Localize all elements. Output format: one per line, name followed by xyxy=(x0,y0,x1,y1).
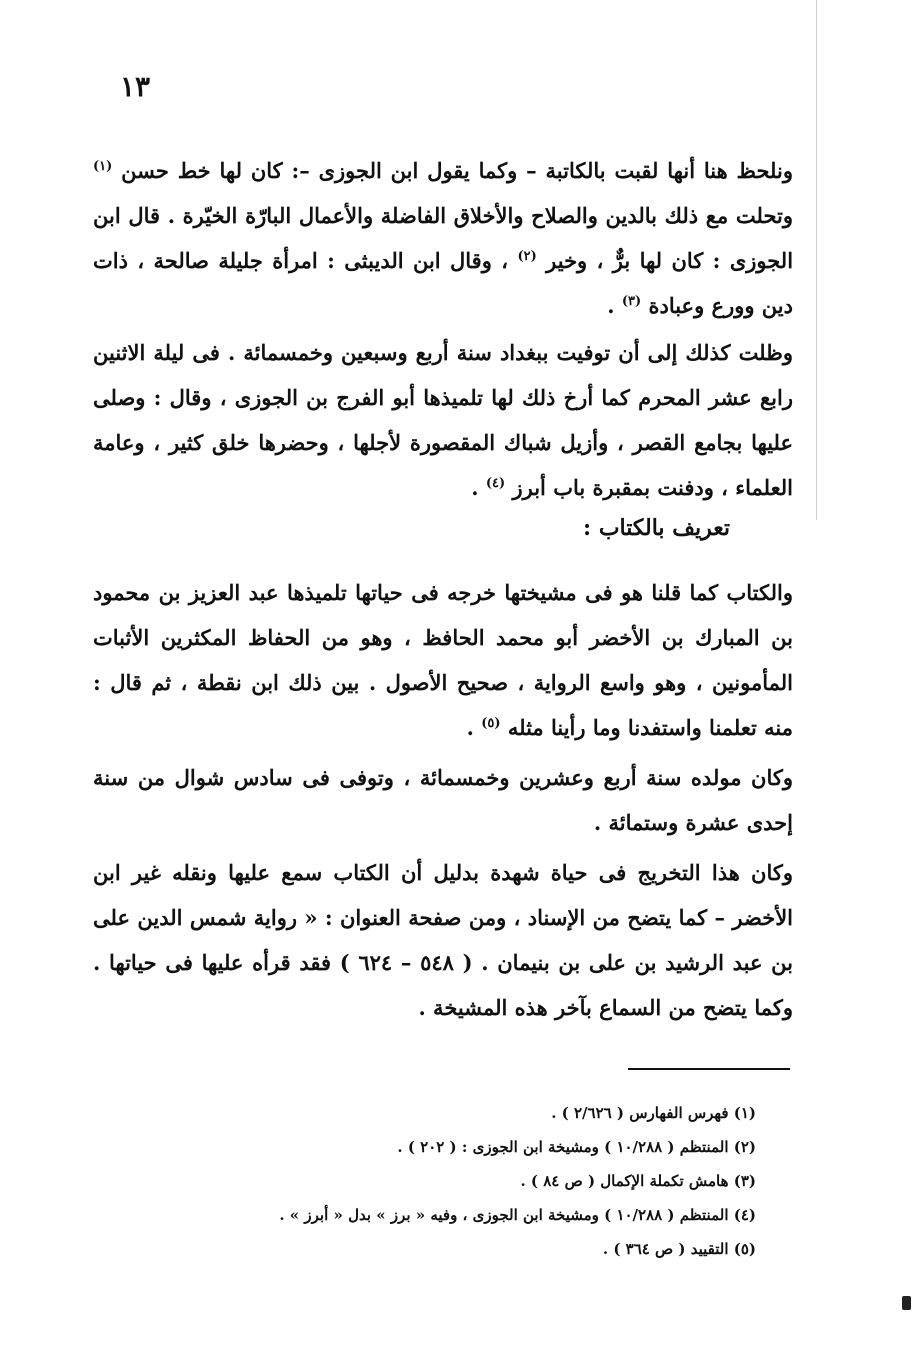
footnote-3: (٣) هامش تكملة الإكمال ( ص ٨٤ ) . xyxy=(520,1172,756,1190)
scan-shadow-line xyxy=(816,0,817,520)
footnotes xyxy=(160,1096,756,1266)
text-line: . xyxy=(471,475,479,500)
text-line: خلق كثير ، وعامة العلماء ، ودفنت بمقبرة باب أبرز xyxy=(93,430,793,500)
scan-mark xyxy=(902,1296,911,1310)
text-line: ، وقال ابن الديبثى : امرأة xyxy=(272,248,509,273)
text-line: جليلة صالحة ، ذات دين وورع وعبادة xyxy=(93,248,793,318)
text-line: . xyxy=(607,293,615,318)
text-line: وتحلت مع ذلك بالدين والصلاح والأخلاق الفاضلة والأعمال البارّة xyxy=(245,203,793,228)
footnote-ref-2: (٢) xyxy=(517,249,537,264)
text-line: والكتاب كما قلنا هو فى مشيختها خرجه فى حياتها تلميذها عبد العزيز بن xyxy=(158,580,793,605)
footnote-1: (١) فهرس الفهارس ( ٢/٦٢٦ ) . xyxy=(551,1104,756,1122)
footnote-ref-3: (٣) xyxy=(621,294,642,309)
text-line: المأمونين ، وهو واسع الرواية ، صحيح الأصول . بين ذلك ابن نقطة ، ثم قال : xyxy=(93,670,793,695)
text-line: عليها فى حياتها . وكما يتضح من السماع بآخر هذه المشيخة . xyxy=(93,950,793,1020)
footnote-2: (٢) المنتظم ( ١٠/٢٨٨ ) ومشيخة ابن الجوزى : ( ٢٠٢ ) . xyxy=(397,1138,756,1156)
paragraph-2 xyxy=(93,330,793,510)
text-line: ابن الأخضر – كما يتضح من الإسناد ، ومن صفحة العنوان : « رواية شمس xyxy=(93,860,794,930)
text-line: ليلة الاثنين رابع عشر المحرم كما أرخ ذلك لها تلميذها أبو الفرج بن الجوزى ، xyxy=(93,340,793,410)
text-line: وقال : وصلى عليها بجامع القصر ، وأزيل شباك المقصورة لأجلها ، وحضرها xyxy=(93,385,794,455)
text-line: محمود بن المبارك بن الأخضر أبو محمد الحافظ ، وهو من الحفاظ المكثرين الأثبات xyxy=(93,580,793,650)
text-line: الدين على بن عبد الرشيد بن على بن بنيمان . ( ٥٤٨ – ٦٢٤ ) فقد قرأه xyxy=(93,905,794,975)
text-line: وكان هذا التخريج فى حياة شهدة بدليل أن الكتاب سمع عليها ونقله غير xyxy=(131,860,794,885)
text-line: الخيّرة . قال ابن الجوزى : كان لها برٌّ ، وخير xyxy=(93,203,794,273)
text-line: سنة إحدى عشرة وستمائة . xyxy=(93,765,793,835)
footnote-ref-4: (٤) xyxy=(485,476,506,491)
footnote-5: (٥) التقييد ( ص ٣٦٤ ) . xyxy=(602,1240,756,1258)
paragraph-3 xyxy=(93,570,793,750)
footnote-4: (٤) المنتظم ( ١٠/٢٨٨ ) ومشيخة ابن الجوزى ، وفيه « برز » بدل « أبرز » . xyxy=(279,1206,756,1224)
page-number: ١٣ xyxy=(120,70,151,103)
paragraph-1 xyxy=(93,148,793,328)
text-line: وظلت كذلك إلى أن توفيت ببغداد سنة أربع وسبعين وخمسمائة . فى xyxy=(192,340,793,365)
text-line: . xyxy=(466,715,474,740)
footnote-ref-1: (١) xyxy=(93,159,113,174)
text-line: وكان مولده سنة أربع وعشرين وخمسمائة ، وتوفى فى سادس شوال من xyxy=(137,765,794,790)
section-heading: تعريف بالكتاب : xyxy=(583,515,730,541)
text-line: ونلحظ هنا أنها لقبت بالكاتبة – وكما يقول ابن الجوزى –: كان لها خط xyxy=(177,158,793,183)
footnote-divider xyxy=(628,1068,790,1070)
text-line: حسن xyxy=(121,158,169,183)
text-line: منه تعلمنا واستفدنا وما رأينا مثله xyxy=(507,715,793,740)
paragraph-4 xyxy=(93,755,793,845)
footnote-ref-5: (٥) xyxy=(481,716,501,731)
paragraph-5 xyxy=(93,850,793,1030)
